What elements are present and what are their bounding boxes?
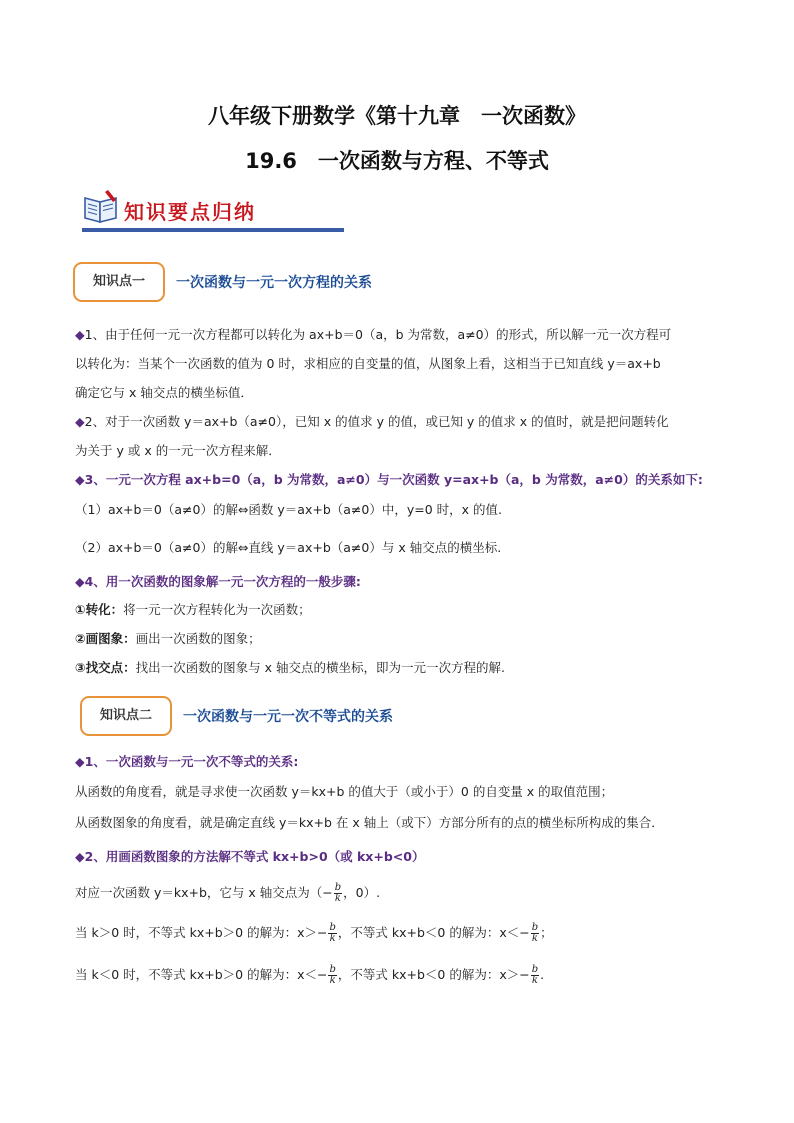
fraction-b-over-k: $\frac{b}{k}$ [329,964,336,986]
k1-relation-1: （1）ax+b＝0（a≠0）的解⇔函数 y＝ax+b（a≠0）中，y=0 时，x 的值. [75,502,502,517]
k1-step-3: ③找交点：找出一次函数的图象与 x 轴交点的横坐标，即为一元一次方程的解. [75,660,505,675]
book-icon [82,188,122,226]
k1-paragraph-1c: 确定它与 x 轴交点的横坐标值． [75,385,253,400]
k1-paragraph-2b: 为关于 y 或 x 的一元一次方程来解． [75,443,281,458]
fraction-b-over-k: $\frac{b}{k}$ [531,922,539,944]
knowledge-point-2-badge [80,696,172,736]
page-title: 八年级下册数学《第十九章 一次函数》 [208,104,586,128]
k2-paragraph-1: ◆1、一次函数与一元一次不等式的关系: [75,754,299,769]
section-banner [82,188,347,234]
k1-paragraph-3: ◆3、一元一次方程 ax+b=0（a，b 为常数，a≠0）与一次函数 y=ax+b（a，b 为常数，a≠0）的关系如下: [75,472,703,487]
k2-paragraph-1b: 从函数图象的角度看，就是确定直线 y＝kx+b 在 x 轴上（或下）方部分所有的点的横坐标所构成的集合． [75,815,664,830]
k1-step-2: ②画图象：画出一次函数的图象； [75,631,261,646]
k2-negative-k-line: 当 k＜0 时，不等式 kx+b＞0 的解为：x＜− $\frac{b}{k}$ ，不等式 kx+b＜0 的解为：x＞− $\frac{b}{k}$ . [75,964,545,986]
k1-paragraph-1a: ◆1、由于任何一元一次方程都可以转化为 ax+b＝0（a，b 为常数，a≠0）的形式，所以解一元一次方程可 [75,327,672,342]
k1-step-1: ①转化：将一元一次方程转化为一次函数； [75,602,311,617]
fraction-b-over-k: $\frac{b}{k}$ [334,882,342,904]
section-title: 19.6 一次函数与方程、不等式 [245,149,549,173]
k2-intercept-line: 对应一次函数 y＝kx+b，它与 x 轴交点为（− $\frac{b}{k}$ ，0）. [75,882,381,904]
k1-paragraph-4: ◆4、用一次函数的图象解一元一次方程的一般步骤: [75,574,361,589]
k2-paragraph-2: ◆2、用画函数图象的方法解不等式 kx+b>0（或 kx+b<0） [75,849,425,864]
k1-relation-2: （2）ax+b＝0（a≠0）的解⇔直线 y＝ax+b（a≠0）与 x 轴交点的横坐标. [75,540,502,555]
fraction-b-over-k: $\frac{b}{k}$ [329,922,336,944]
knowledge-point-2-label: 知识点二 [99,708,152,723]
banner-underline [82,228,344,232]
knowledge-point-1-badge [73,262,165,302]
banner-title: 知识要点归纳 [124,200,256,224]
k1-paragraph-1b: 以转化为：当某个一次函数的值为 0 时，求相应的自变量的值，从图象上看，这相当于已知直线 y＝ax+b [75,356,661,371]
knowledge-point-1-label: 知识点一 [92,274,145,289]
k2-positive-k-line: 当 k＞0 时，不等式 kx+b＞0 的解为：x＞− $\frac{b}{k}$ ，不等式 kx+b＜0 的解为：x＜− $\frac{b}{k}$ ； [75,922,553,944]
k1-paragraph-2a: ◆2、对于一次函数 y＝ax+b（a≠0），已知 x 的值求 y 的值，或已知 y 的值求 x 的值时，就是把问题转化 [75,414,669,429]
fraction-b-over-k: $\frac{b}{k}$ [531,964,539,986]
knowledge-point-1-heading: 一次函数与一元一次方程的关系 [176,275,372,291]
k2-paragraph-1a: 从函数的角度看，就是寻求使一次函数 y＝kx+b 的值大于（或小于）0 的自变量 x 的取值范围； [75,784,614,799]
knowledge-point-2-heading: 一次函数与一元一次不等式的关系 [183,709,393,725]
